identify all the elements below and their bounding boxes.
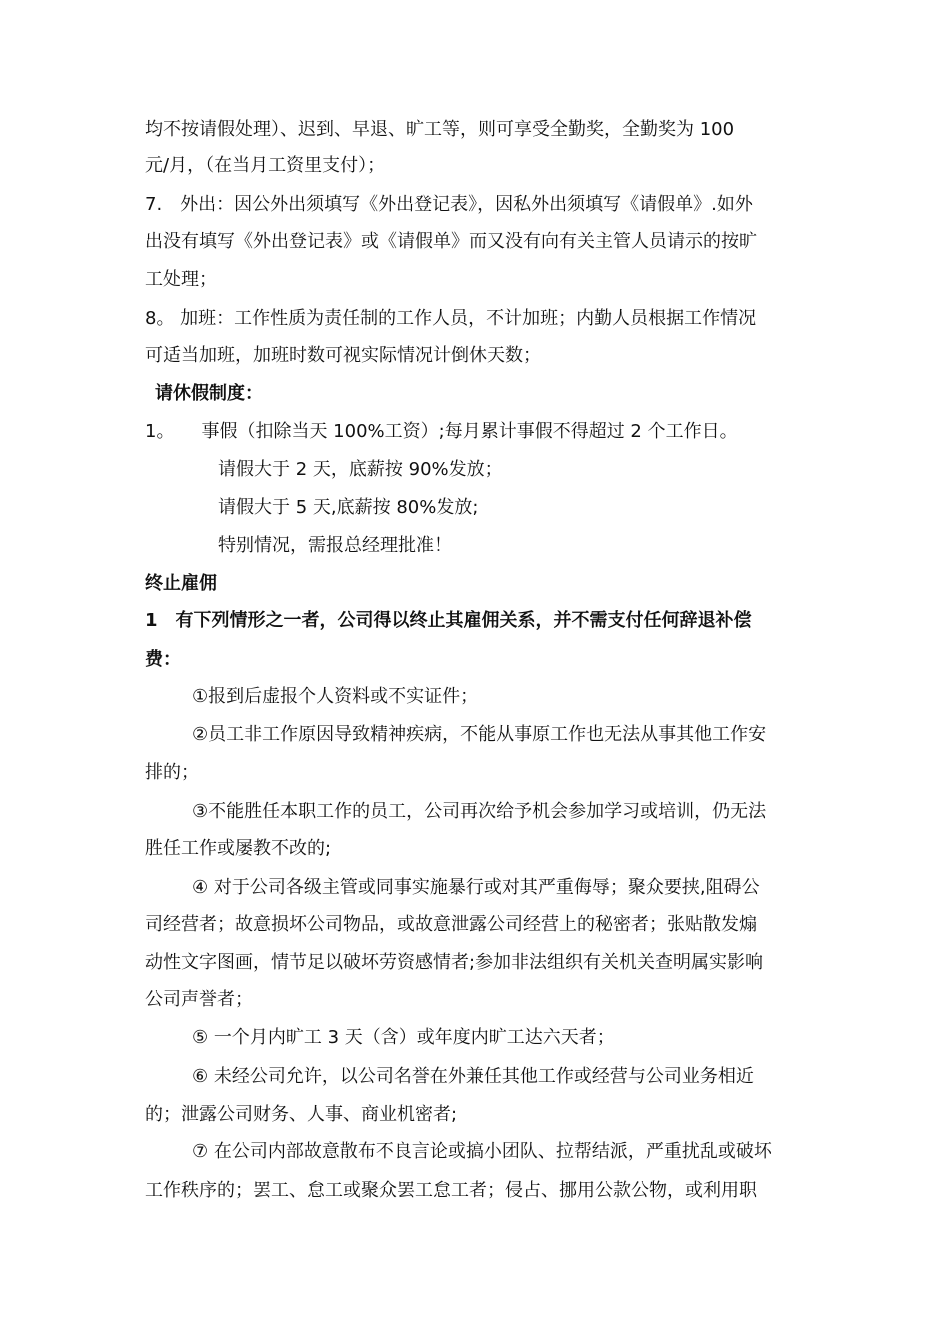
text-line: ⑦ 在公司内部故意散布不良言论或搞小团队、拉帮结派，严重扰乱或破坏 [192, 1141, 772, 1162]
text-line: 的；泄露公司财务、人事、商业机密者; [145, 1104, 458, 1125]
text-line: ①报到后虚报个人资料或不实证件； [192, 686, 479, 707]
text-line: 公司声誉者； [145, 989, 253, 1010]
text-line: ③不能胜任本职工作的员工，公司再次给予机会参加学习或培训，仍无法 [192, 801, 767, 822]
text-line: 均不按请假处理）、迟到、早退、旷工等，则可享受全勤奖，全勤奖为 100 [145, 119, 735, 140]
text-line: 排的； [145, 762, 199, 783]
text-line: 司经营者；故意损坏公司物品，或故意泄露公司经营上的秘密者；张贴散发煽 [145, 914, 757, 935]
text-line: 1 有下列情形之一者，公司得以终止其雇佣关系，并不需支付任何辞退补偿 [145, 610, 752, 631]
section-heading: 请休假制度： [155, 383, 263, 404]
text-line: 工作秩序的；罢工、怠工或聚众罢工怠工者；侵占、挪用公款公物，或利用职 [145, 1180, 757, 1201]
text-line: ⑥ 未经公司允许，以公司名誉在外兼任其他工作或经营与公司业务相近 [192, 1066, 754, 1087]
text-line: 请假大于 2 天，底薪按 90%发放； [218, 459, 503, 480]
text-line: ②员工非工作原因导致精神疾病，不能从事原工作也无法从事其他工作安 [192, 724, 767, 745]
text-line: 1。 事假（扣除当天 100%工资）;每月累计事假不得超过 2 个工作日。 [145, 421, 738, 442]
text-line: 特别情况，需报总经理批准！ [218, 535, 452, 556]
text-line: ④ 对于公司各级主管或同事实施暴行或对其严重侮辱；聚众要挟,阻碍公 [192, 877, 760, 898]
text-line: 胜任工作或屡教不改的; [145, 838, 332, 859]
text-line: 7. 外出：因公外出须填写《外出登记表》，因私外出须填写《请假单》.如外 [145, 194, 753, 215]
text-line: 出没有填写《外出登记表》或《请假单》而又没有向有关主管人员请示的按旷 [145, 231, 757, 252]
text-line: 动性文字图画，情节足以破坏劳资感情者;参加非法组织有关机关查明属实影响 [145, 952, 764, 973]
text-line: 可适当加班，加班时数可视实际情况计倒休天数； [145, 345, 541, 366]
section-heading: 终止雇佣 [145, 573, 217, 594]
text-line: 费： [145, 649, 181, 670]
text-line: 请假大于 5 天,底薪按 80%发放; [218, 497, 479, 518]
text-line: 8。 加班：工作性质为责任制的工作人员，不计加班；内勤人员根据工作情况 [145, 308, 757, 329]
text-line: 工处理； [145, 269, 217, 290]
text-line: 元/月，（在当月工资里支付）； [145, 155, 386, 176]
text-line: ⑤ 一个月内旷工 3 天（含）或年度内旷工达六天者； [192, 1027, 615, 1048]
